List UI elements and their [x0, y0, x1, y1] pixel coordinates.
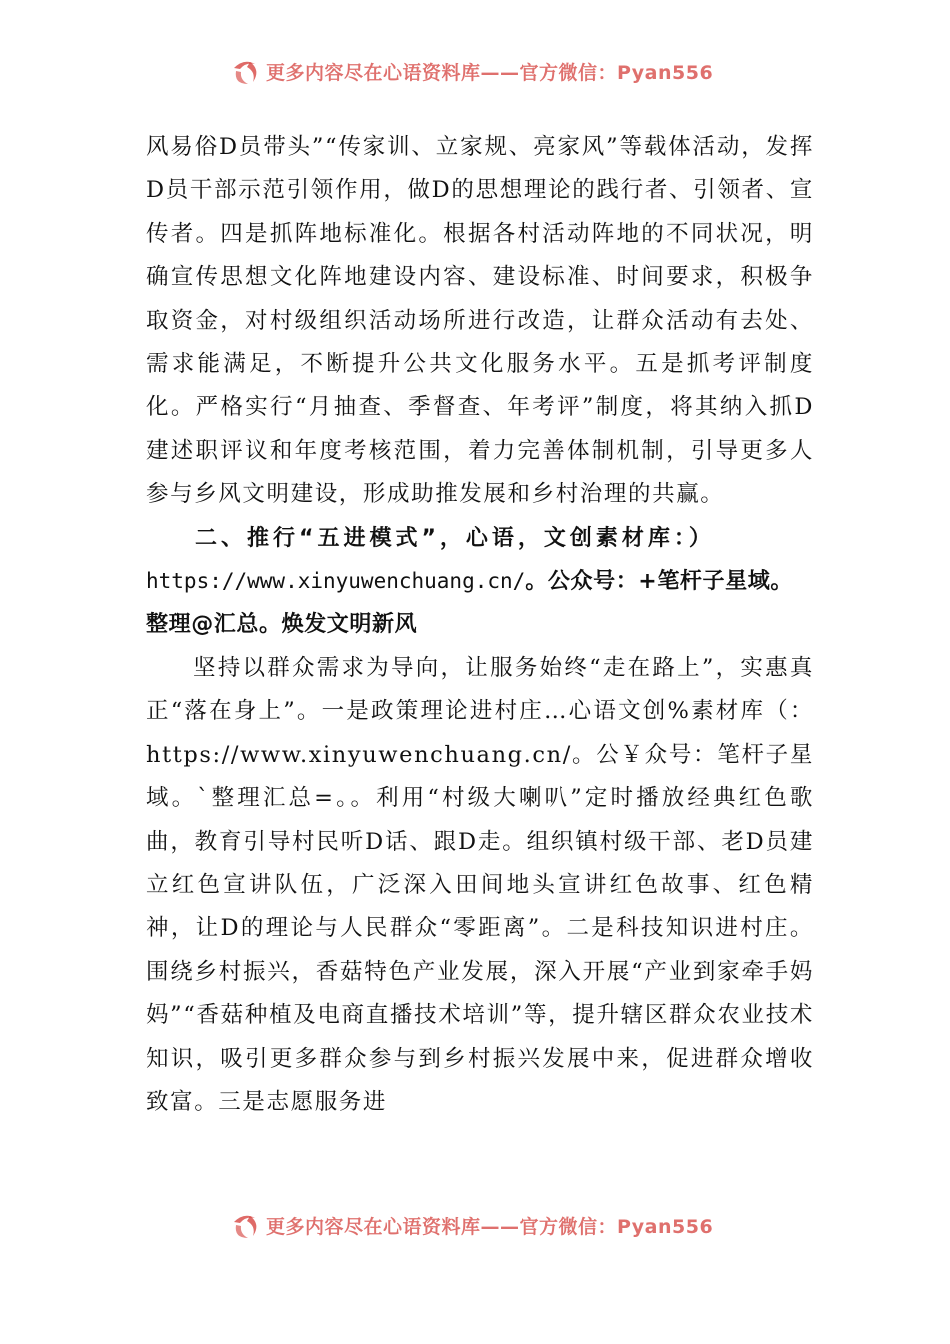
paragraph-1: 风易俗D员带头”“传家训、立家规、亮家风”等载体活动，发挥D员干部示范引领作用，做D的思想理论的践行者、引领者、宣传者。四是抓阵地标准化。根据各村活动阵地的不同状况，明确宣传思想文化阵地建设内容、建设标准、时间要求，积极争取资金，对村级组织活动场所进行改造，让群众活动有去处、需求能满足，不断提升公共文化服务水平。五是抓考评制度化。严格实行“月抽查、季督查、年考评”制度，将其纳入抓D建述职评议和年度考核范围，着力完善体制机制，引导更多人参与乡风文明建设，形成助推发展和乡村治理的共赢。 — [146, 134, 814, 508]
heading-url: https://www.xinyuwenchuang.cn/ — [146, 569, 526, 594]
heading-line-2 — [146, 560, 814, 603]
watermark-text: 更多内容尽在心语资料库——官方微信：Pyan556 — [266, 62, 714, 84]
paragraph-2: 坚持以群众需求为导向，让服务始终“走在路上”，实惠真正“落在身上”。一是政策理论进村庄…心语文创%素材库（：https://www.xinyuwenchuang.cn/。公￥众号：笔杆子星域。`整理汇总=。。利用“村级大喇叭”定时播放经典红色歌曲，教育引导村民听D话、跟D走。组织镇村级干部、老D员建立红色宣讲队伍，广泛深入田间地头宣讲红色故事、红色精神，让D的理论与人民群众“零距离”。二是科技知识进村庄。围绕乡村振兴，香菇特色产业发展，深入开展“产业到家牵手妈妈”“香菇种植及电商直播技术培训”等，提升辖区群众农业技术知识，吸引更多群众参与到乡村振兴发展中来，促进群众增收致富。三是志愿服务进 — [146, 654, 814, 1115]
header-watermark — [228, 54, 728, 88]
watermark-text: 更多内容尽在心语资料库——官方微信：Pyan556 — [266, 1216, 714, 1238]
section-heading — [146, 517, 814, 647]
document-body — [146, 126, 814, 1124]
swirl-logo-icon — [228, 54, 266, 88]
heading-line-3: 整理@汇总。焕发文明新风 — [146, 612, 418, 638]
footer-watermark — [228, 1208, 728, 1242]
swirl-logo-icon — [228, 1208, 266, 1242]
heading-line-2-suffix: 。公众号：+笔杆子星域。 — [525, 569, 793, 595]
heading-line-1: 二、推行“五进模式”，心语，文创素材库：） — [195, 525, 715, 551]
